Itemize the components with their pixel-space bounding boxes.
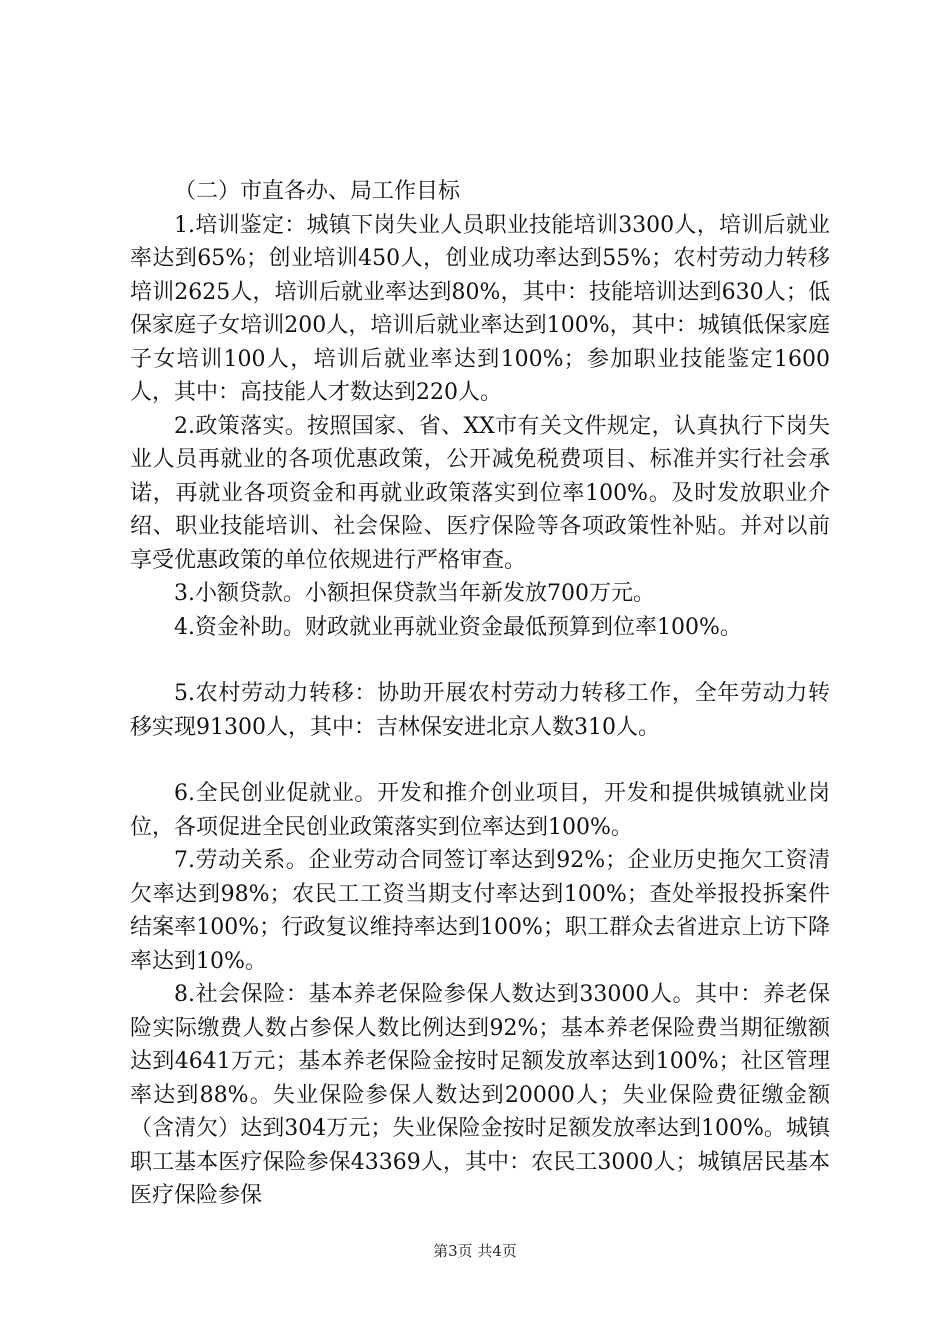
paragraph-funding: 4.资金补助。财政就业再就业资金最低预算到位率100%。 [174,614,742,640]
section-heading: （二）市直各办、局工作目标 [174,179,461,204]
paragraph-rural-labor: 5.农村劳动力转移：协助开展农村劳动力转移工作，全年劳动力转移实现91300人，其中：吉林保安进北京人数310人。 [130,681,830,740]
paragraph-social-insurance: 8.社会保险：基本养老保险参保人数达到33000人。其中：养老保险实际缴费人数占参保人数比例达到92%；基本养老保险费当期征缴额达到4641万元；基本养老保险金按时足额发放率达到100%；社区管理率达到88%。失业保险参保人数达到20000人；失业保险费征缴金额（含清欠）达到304万元；失业保险金按时足额发放率达到100%。城镇职工基本医疗保险参保43369人，其中：农民工3000人；城镇居民基本医疗保险参保 [130,982,830,1208]
blank-line [130,744,830,777]
paragraph-loans: 3.小额贷款。小额担保贷款当年新发放700万元。 [174,581,655,606]
document-body [130,175,830,1213]
page-number-footer: 第3页 共4页 [433,1242,517,1260]
paragraph-labor-relations: 7.劳动关系。企业劳动合同签订率达到92%；企业历史拖欠工资清欠率达到98%；农民工工资当期支付率达到100%；查处举报投拆案件结案率100%；行政复议维持率达到100%；职工群众去省进京上访下降率达到10%。 [130,848,830,974]
paragraph-policy: 2.政策落实。按照国家、省、XX市有关文件规定，认真执行下岗失业人员再就业的各项优惠政策，公开减免税费项目、标准并实行社会承诺，再就业各项资金和再就业政策落实到位率100%。及时发放职业介绍、职业技能培训、社会保险、医疗保险等各项政策性补贴。并对以前享受优惠政策的单位依规进行严格审查。 [130,413,830,573]
paragraph-entrepreneurship: 6.全民创业促就业。开发和推介创业项目，开发和提供城镇就业岗位，各项促进全民创业政策落实到位率达到100%。 [130,781,830,840]
paragraph-training: 1.培训鉴定：城镇下岗失业人员职业技能培训3300人，培训后就业率达到65%；创业培训450人，创业成功率达到55%；农村劳动力转移培训2625人，培训后就业率达到80%，其中：技能培训达到630人；低保家庭子女培训200人，培训后就业率达到100%，其中：城镇低保家庭子女培训100人，培训后就业率达到100%；参加职业技能鉴定1600人，其中：高技能人才数达到220人。 [130,212,830,405]
blank-line [130,644,830,677]
